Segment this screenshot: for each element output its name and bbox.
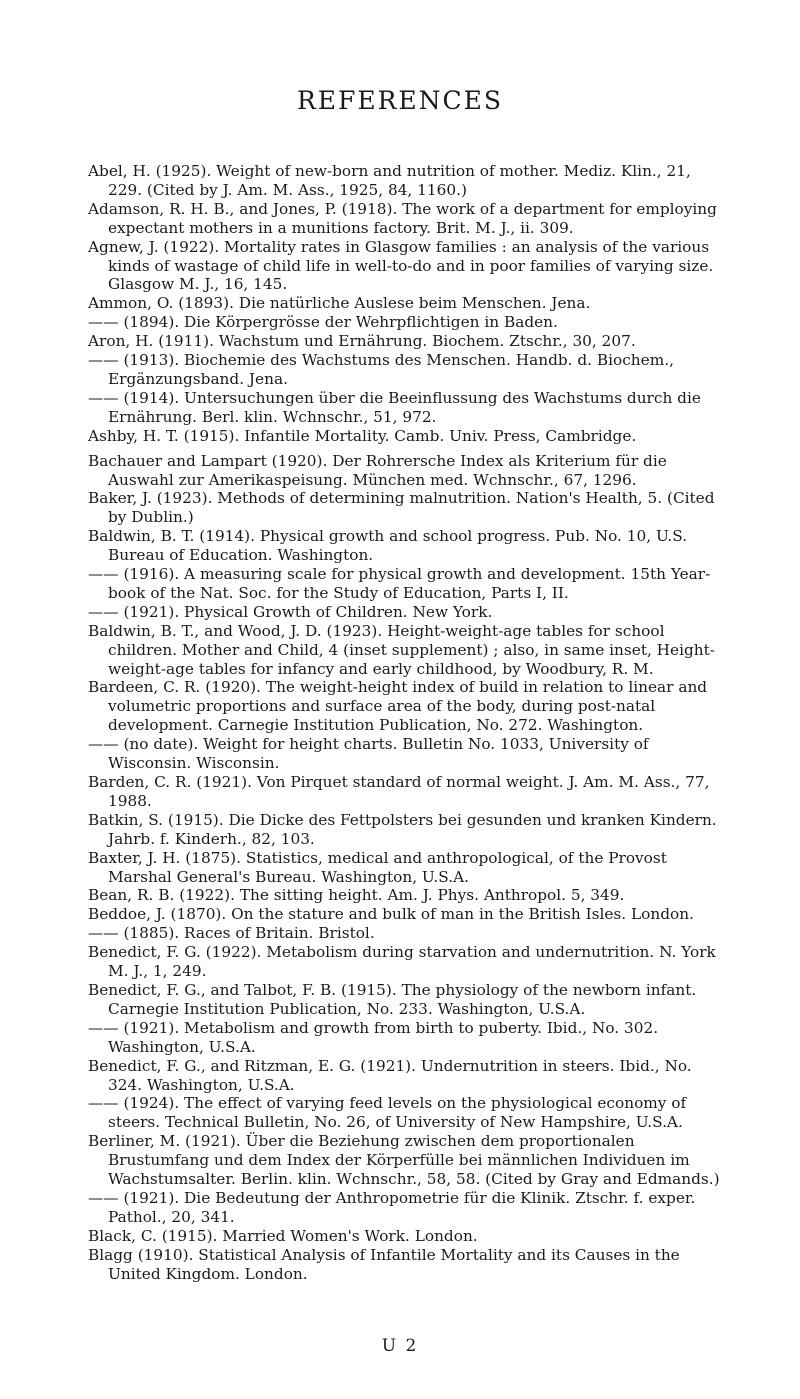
reference-entry: —— (1914). Untersuchungen über die Beeinflussung des Wachstums durch die Ernährung. Berl. klin. Wchnschr., 51, 972. — [88, 388, 701, 426]
reference-list — [88, 162, 726, 1283]
page-title: REFERENCES — [296, 86, 504, 115]
reference-entry: Abel, H. (1925). Weight of new-born and nutrition of mother. Mediz. Klin., 21, 229. (Cited by J. Am. M. Ass., 1925, 84, 1160.) — [88, 162, 691, 199]
reference-entry: —— (1921). Die Bedeutung der Anthropometrie für die Klinik. Ztschr. f. exper. Pathol., 20, 341. — [88, 1188, 696, 1226]
reference-entry: Baldwin, B. T., and Wood, J. D. (1923). Height-weight-age tables for school children. Mother and Child, 4 (inset supplement) ; also, in same inset, Height-weight-age tables for infancy and early childhood, by Woodbury, R. M. — [88, 621, 715, 678]
reference-entry: Blagg (1910). Statistical Analysis of Infantile Mortality and its Causes in the United Kingdom. London. — [88, 1245, 680, 1283]
reference-entry: Baxter, J. H. (1875). Statistics, medical and anthropological, of the Provost Marshal General's Bureau. Washington, U.S.A. — [88, 848, 667, 886]
reference-entry: —— (1924). The effect of varying feed levels on the physiological economy of steers. Technical Bulletin, No. 26, of University of New Hampshire, U.S.A. — [88, 1094, 687, 1132]
reference-entry: —— (no date). Weight for height charts. Bulletin No. 1033, University of Wisconsin. Wisconsin. — [88, 735, 649, 773]
reference-entry: Adamson, R. H. B., and Jones, P. (1918). The work of a department for employing expectant mothers in a munitions factory. Brit. M. J., ii. 309. — [88, 199, 717, 237]
reference-entry: Benedict, F. G., and Talbot, F. B. (1915). The physiology of the newborn infant. Carnegie Institution Publication, No. 233. Washington, U.S.A. — [88, 980, 697, 1018]
reference-entry: Baker, J. (1923). Methods of determining malnutrition. Nation's Health, 5. (Cited by Dublin.) — [88, 489, 715, 527]
reference-entry: —— (1885). Races of Britain. Bristol. — [88, 924, 375, 943]
reference-entry: Bean, R. B. (1922). The sitting height. Am. J. Phys. Anthropol. 5, 349. — [88, 886, 625, 905]
reference-entry: —— (1894). Die Körpergrösse der Wehrpflichtigen in Baden. — [88, 313, 558, 332]
reference-entry: Black, C. (1915). Married Women's Work. London. — [88, 1226, 478, 1245]
reference-entry: —— (1921). Physical Growth of Children. New York. — [88, 602, 493, 621]
reference-entry: Ammon, O. (1893). Die natürliche Auslese beim Menschen. Jena. — [88, 294, 591, 313]
reference-entry: Agnew, J. (1922). Mortality rates in Glasgow families : an analysis of the various kinds of wastage of child life in well-to-do and in poor families of varying size. Glasgow M. J., 16, 145. — [88, 237, 714, 294]
reference-entry: Benedict, F. G., and Ritzman, E. G. (1921). Undernutrition in steers. Ibid., No. 324. Washington, U.S.A. — [88, 1056, 692, 1094]
reference-entry: Barden, C. R. (1921). Von Pirquet standard of normal weight. J. Am. M. Ass., 77, 1988. — [88, 773, 710, 810]
reference-entry: Baldwin, B. T. (1914). Physical growth and school progress. Pub. No. 10, U.S. Bureau of Education. Washington. — [88, 527, 688, 565]
reference-entry: Bachauer and Lampart (1920). Der Rohrersche Index als Kriterium für die Auswahl zur Amerikaspeisung. München med. Wchnschr., 67, 1296. — [88, 451, 667, 489]
reference-entry: Ashby, H. T. (1915). Infantile Mortality. Camb. Univ. Press, Cambridge. — [88, 426, 637, 445]
reference-entry: Bardeen, C. R. (1920). The weight-height index of build in relation to linear and volumetric proportions and surface area of the body, during post-natal development. Carnegie Institution Publication, No. 272. Washington. — [88, 678, 708, 735]
page-number: U 2 — [381, 1336, 419, 1356]
reference-entry: —— (1916). A measuring scale for physical growth and development. 15th Year-book of the Nat. Soc. for the Study of Education, Parts I, II. — [88, 565, 711, 602]
reference-entry: Berliner, M. (1921). Über die Beziehung zwischen dem proportionalen Brustumfang und dem Index der Körperfülle bei männlichen Individuen im Wachstumsalter. Berlin. klin. Wchnschr., 58, 58. (Cited by Gray and Edmands.) — [88, 1132, 720, 1189]
reference-entry: Beddoe, J. (1870). On the stature and bulk of man in the British Isles. London. — [88, 905, 694, 924]
reference-entry: Batkin, S. (1915). Die Dicke des Fettpolsters bei gesunden und kranken Kindern. Jahrb. f. Kinderh., 82, 103. — [88, 810, 717, 848]
reference-entry: Aron, H. (1911). Wachstum und Ernährung. Biochem. Ztschr., 30, 207. — [88, 332, 636, 351]
reference-entry: —— (1913). Biochemie des Wachstums des Menschen. Handb. d. Biochem., Ergänzungsband. Jena. — [88, 351, 674, 388]
reference-entry: —— (1921). Metabolism and growth from birth to puberty. Ibid., No. 302. Washington, U.S.A. — [88, 1018, 659, 1056]
reference-entry: Benedict, F. G. (1922). Metabolism during starvation and undernutrition. N. York M. J., 1, 249. — [88, 943, 716, 981]
